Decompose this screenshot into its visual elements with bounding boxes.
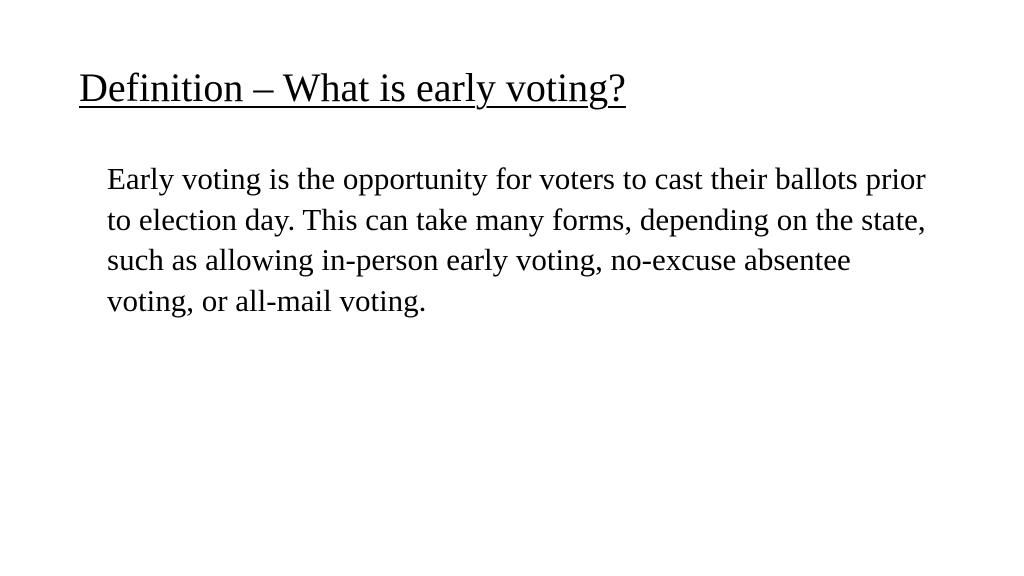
slide-title: Definition – What is early voting? <box>79 65 626 110</box>
slide-body-text: Early voting is the opportunity for voters to cast their ballots prior to election day. This can take many forms, depending on the state, such as allowing in-person early voting, no-excuse absentee voting, or all-mail voting. <box>107 161 926 318</box>
